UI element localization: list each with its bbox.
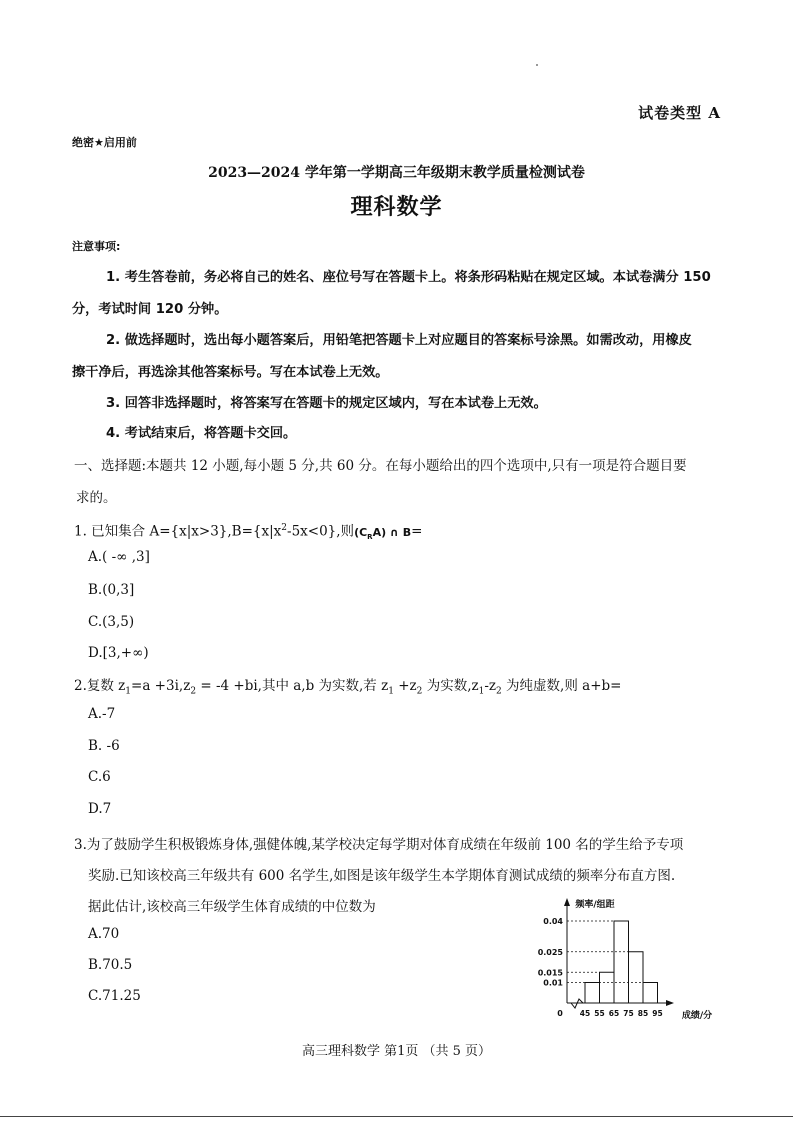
x-tick-label-1: 45: [579, 1009, 591, 1018]
q2-t1: 2.复数 z: [74, 678, 126, 694]
question-2-stem: [74, 674, 621, 704]
q1-sup: 2: [281, 523, 288, 533]
page-footer: 高三理科数学 第1页 （共 5 页）: [301, 1044, 492, 1059]
q3-option-b: B.70.5: [88, 957, 133, 973]
section-1-heading: [74, 450, 728, 514]
q2-s6: 2: [496, 686, 502, 697]
histogram-bar-2: [600, 972, 615, 1003]
q1-option-d: D.[3,+∞): [88, 645, 149, 661]
q2-option-c: C.6: [88, 769, 111, 785]
q1-option-b: B.(0,3]: [88, 582, 135, 598]
y-tick-label-3: 0.015: [537, 968, 563, 978]
q2-t6: -z: [484, 678, 497, 694]
y-tick-label-2: 0.025: [537, 947, 563, 957]
q2-t5: 为实数,z: [422, 678, 479, 694]
section-1-line-1: 一、选择题:本题共 12 小题,每小题 5 分,共 60 分。在每小题给出的四个选项中,只有一项是符合题目要: [74, 458, 687, 474]
q2-t3: = -4 +bi,其中 a,b 为实数,若 z: [196, 678, 389, 694]
subject-title: 理科数学: [350, 195, 443, 220]
q2-s4: 2: [416, 686, 423, 697]
notice-item-2: [72, 325, 724, 389]
bottom-rule: [0, 1116, 793, 1117]
q3-option-c: C.71.25: [88, 988, 141, 1004]
histogram-bar-5: [643, 983, 658, 1004]
q3-line-1: 3.为了鼓励学生积极锻炼身体,强健体魄,某学校决定每学期对体育成绩在年级前 100 名的学生给予专项: [74, 837, 684, 853]
q1-option-c: C.(3,5): [88, 614, 135, 630]
frequency-histogram: [530, 892, 720, 1024]
x-tick-label-4: 75: [623, 1009, 634, 1018]
paper-type-label: 试卷类型 A: [638, 104, 721, 122]
notice-item-1-line-2: 分，考试时间 120 分钟。: [72, 302, 228, 317]
x-tick-label-5: 85: [637, 1009, 649, 1018]
notice-item-4-text: 4. 考试结束后，将答题卡交回。: [106, 426, 297, 441]
q2-t4: +z: [393, 678, 417, 694]
exam-title: 2023—2024 学年第一学期高三年级期末教学质量检测试卷: [208, 165, 585, 181]
q1-expr-tail: A) ∩ B: [372, 525, 412, 539]
q2-option-d: D.7: [88, 801, 112, 817]
y-axis-label: 频率/组距: [575, 900, 615, 910]
q1-text-a: 1. 已知集合 A={x|x>3},B={x|x: [74, 523, 282, 540]
histogram-bar-1: [585, 983, 600, 1004]
q3-line-3: 据此估计,该校高三年级学生体育成绩的中位数为: [88, 899, 376, 915]
secret-label: 绝密★启用前: [72, 136, 137, 149]
notice-heading: 注意事项:: [72, 240, 121, 253]
q1-option-a: A.( -∞ ,3]: [88, 549, 150, 565]
q2-option-a: A.-7: [88, 706, 116, 722]
y-tick-label-1: 0.04: [543, 917, 563, 926]
q2-t2: =a +3i,z: [131, 678, 191, 694]
x-tick-label-6: 95: [652, 1009, 663, 1018]
q3-line-2: 奖励.已知该校高三年级共有 600 名学生,如图是该年级学生本学期体育测试成绩的频率分布直方图.: [88, 868, 676, 884]
notice-item-3-text: 3. 回答非选择题时，将答案写在答题卡的规定区域内，写在本试卷上无效。: [106, 396, 547, 411]
y-axis-arrow: [564, 898, 570, 906]
origin-label: 0: [557, 1009, 563, 1018]
x-tick-label-2: 55: [594, 1009, 605, 1018]
q1-suffix: =: [411, 523, 423, 540]
scan-dot: [536, 64, 538, 66]
notice-item-3: [72, 388, 724, 420]
y-tick-label-4: 0.01: [543, 978, 563, 988]
x-axis-arrow: [666, 1000, 674, 1006]
notice-item-1: [72, 262, 724, 326]
q2-s5: 1: [478, 686, 485, 697]
q2-s1: 1: [125, 686, 132, 697]
section-1-line-2: 求的。: [76, 490, 117, 506]
notice-item-1-line-1: 1. 考生答卷前，务必将自己的姓名、座位号写在答题卡上。将条形码粘贴在规定区域。本试卷满分 150: [106, 270, 711, 285]
notice-item-2-line-2: 擦干净后，再选涂其他答案标号。写在本试卷上无效。: [72, 365, 389, 380]
q3-option-a: A.70: [88, 926, 120, 942]
q2-option-b: B. -6: [88, 738, 120, 754]
q1-expr-sub: R: [367, 532, 373, 541]
q2-t7: 为纯虚数,则 a+b=: [501, 678, 622, 694]
q2-s2: 2: [190, 686, 197, 697]
histogram-bar-4: [629, 952, 644, 1003]
q2-s3: 1: [388, 686, 394, 697]
histogram-bar-3: [614, 921, 629, 1003]
q1-text-b: -5x<0},则: [287, 523, 355, 540]
x-axis-label: 成绩/分: [681, 1011, 713, 1021]
q1-expr: (C: [354, 525, 368, 539]
question-1-stem: [74, 516, 422, 549]
notice-item-4: [72, 418, 724, 450]
x-tick-label-3: 65: [608, 1009, 620, 1018]
notice-item-2-line-1: 2. 做选择题时，选出每小题答案后，用铅笔把答题卡上对应题目的答案标号涂黑。如需改动，用橡皮: [106, 333, 692, 348]
